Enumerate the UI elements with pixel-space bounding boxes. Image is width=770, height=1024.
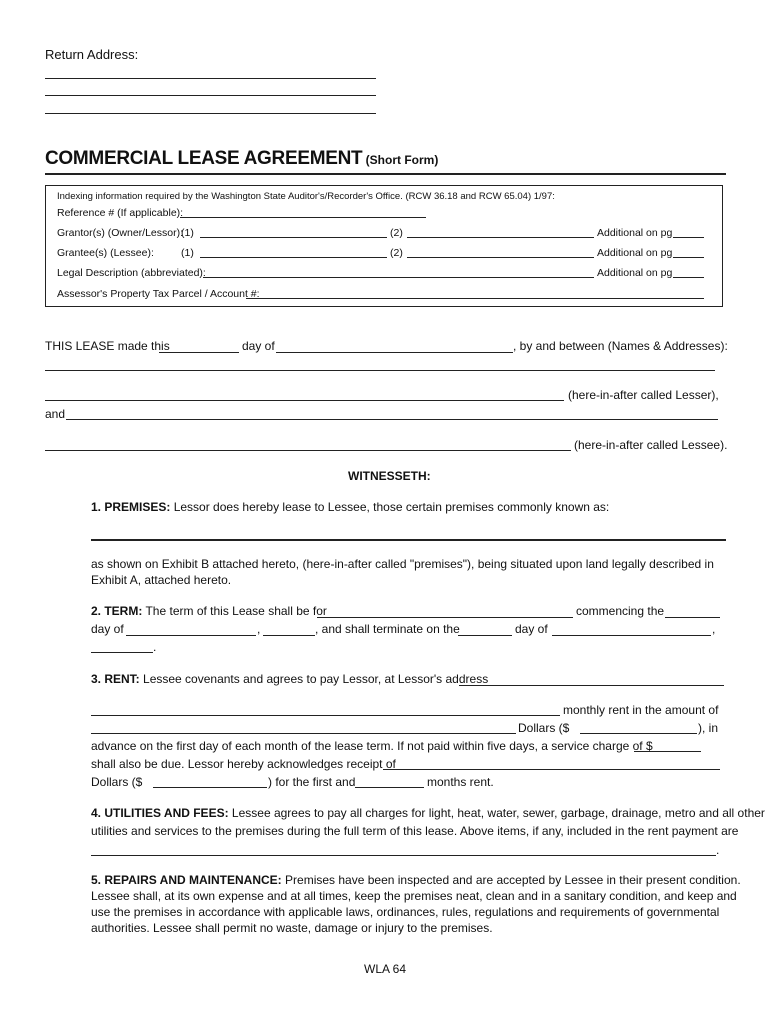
premises-line-1: as shown on Exhibit B attached hereto, (here-in-after called "premises"), being situated upon land legally described in: [91, 557, 714, 571]
term-length-field[interactable]: [317, 617, 573, 618]
rent-dollars-2-label: Dollars ($: [91, 775, 143, 789]
page-title: [45, 148, 438, 170]
return-address-line-3[interactable]: [45, 113, 376, 114]
grantee-1-field[interactable]: [200, 257, 387, 258]
title-main: COMMERCIAL LEASE AGREEMENT: [45, 148, 363, 169]
grantor-1-label: (1): [181, 227, 194, 239]
utilities-included-field[interactable]: [91, 855, 716, 856]
return-address-line-1[interactable]: [45, 78, 376, 79]
lease-made-this: THIS LEASE made this: [45, 339, 170, 353]
term-end-month-field[interactable]: [552, 635, 711, 636]
return-address-label: Return Address:: [45, 47, 139, 62]
title-sub: (Short Form): [365, 153, 439, 167]
grantor-additional-label: Additional on pg: [597, 227, 673, 239]
lessee-name-line-1[interactable]: [66, 419, 718, 420]
term-commencing: commencing the: [576, 604, 665, 618]
grantor-2-label: (2): [390, 227, 403, 239]
rent-clause: [91, 672, 488, 687]
rent-heading: 3. RENT:: [91, 672, 140, 686]
grantee-label: Grantee(s) (Lessee):: [57, 247, 154, 259]
utilities-heading: 4. UTILITIES AND FEES:: [91, 806, 229, 820]
rent-amount-number-field[interactable]: [580, 733, 697, 734]
term-start-day-field[interactable]: [665, 617, 720, 618]
premises-text: Lessor does hereby lease to Lessee, those certain premises commonly known as:: [173, 500, 610, 514]
grantor-label: Grantor(s) (Owner/Lessor):: [57, 227, 184, 239]
grantee-additional-label: Additional on pg: [597, 247, 673, 259]
term-end-year-field[interactable]: [91, 652, 153, 653]
repairs-heading: 5. REPAIRS AND MAINTENANCE:: [91, 873, 282, 887]
term-period: .: [153, 640, 157, 654]
rent-advance-text: advance on the first day of each month of the lease term. If not paid within five days, a service charge of $: [91, 739, 653, 753]
term-comma: ,: [257, 622, 261, 636]
utilities-clause: [91, 806, 765, 821]
term-day-of: day of: [91, 622, 124, 636]
premises-line-2: Exhibit A, attached hereto.: [91, 573, 232, 587]
legal-additional-field[interactable]: [673, 277, 704, 278]
receipt-words-field[interactable]: [383, 769, 720, 770]
lessor-address-field[interactable]: [459, 685, 724, 686]
rent-dollars-label: Dollars ($: [518, 721, 570, 735]
term-heading: 2. TERM:: [91, 604, 143, 618]
reference-field[interactable]: [180, 217, 426, 218]
rent-due-text: shall also be due. Lessor hereby acknowledges receipt of: [91, 757, 396, 771]
term-text: The term of this Lease shall be for: [145, 604, 327, 618]
indexing-note: Indexing information required by the Washington State Auditor's/Recorder's Office. (RCW 36.18 and RCW 65.04) 1/97:: [57, 191, 555, 202]
repairs-line-2: Lessee shall, at its own expense and at all times, keep the premises neat, clean and in a sanitary condition, and keep and: [91, 889, 737, 903]
utilities-text: Lessee agrees to pay all charges for light, heat, water, sewer, garbage, drainage, metro and all other: [231, 806, 765, 820]
premises-heading: 1. PREMISES:: [91, 500, 171, 514]
parcel-label: Assessor's Property Tax Parcel / Account #:: [57, 288, 260, 300]
utilities-end: .: [716, 843, 720, 857]
repairs-clause: [91, 873, 741, 888]
and-label: and: [45, 407, 66, 421]
premises-clause: [91, 500, 609, 515]
grantor-additional-field[interactable]: [673, 237, 704, 238]
term-end-day-field[interactable]: [458, 635, 512, 636]
grantee-2-label: (2): [390, 247, 403, 259]
lesser-name-line-1[interactable]: [45, 370, 715, 371]
term-start-year-field[interactable]: [263, 635, 315, 636]
legal-description-field[interactable]: [203, 277, 594, 278]
rent-monthly-label: monthly rent in the amount of: [563, 703, 719, 717]
rent-amount-words-field[interactable]: [91, 733, 516, 734]
grantor-1-field[interactable]: [200, 237, 387, 238]
title-rule: [45, 173, 726, 175]
service-charge-field[interactable]: [634, 751, 701, 752]
lesser-name-line-2[interactable]: [45, 400, 564, 401]
return-address-line-2[interactable]: [45, 95, 376, 96]
grantor-2-field[interactable]: [407, 237, 594, 238]
parcel-field[interactable]: [246, 298, 704, 299]
grantee-1-label: (1): [181, 247, 194, 259]
lessor-address-field-2[interactable]: [91, 715, 560, 716]
rent-first-label: ) for the first and: [268, 775, 356, 789]
term-terminate: , and shall terminate on the: [315, 622, 460, 636]
lease-day-of: day of: [242, 339, 275, 353]
repairs-text: Premises have been inspected and are accepted by Lessee in their present condition.: [285, 873, 741, 887]
rent-months-label: months rent.: [427, 775, 494, 789]
lessee-label: (here-in-after called Lessee).: [574, 438, 728, 452]
lessee-name-line-2[interactable]: [45, 450, 571, 451]
lease-month-field[interactable]: [276, 352, 513, 353]
legal-additional-label: Additional on pg: [597, 267, 673, 279]
utilities-line-2: utilities and services to the premises during the full term of this lease. Above items, if any, included in the rent payment are: [91, 824, 739, 838]
months-count-field[interactable]: [355, 787, 424, 788]
legal-description-label: Legal Description (abbreviated):: [57, 267, 206, 279]
witnesseth-heading: WITNESSETH:: [348, 469, 431, 483]
term-start-month-field[interactable]: [126, 635, 256, 636]
reference-label: Reference # (If applicable):: [57, 207, 184, 219]
term-clause: [91, 604, 327, 619]
grantee-additional-field[interactable]: [673, 257, 704, 258]
repairs-line-4: authorities. Lessee shall permit no waste, damage or injury to the premises.: [91, 921, 493, 935]
rent-in-label: ), in: [698, 721, 719, 735]
repairs-line-3: use the premises in accordance with applicable laws, ordinances, rules, regulations and requirements of governmental: [91, 905, 720, 919]
premises-address-field[interactable]: [91, 539, 726, 541]
rent-text: Lessee covenants and agrees to pay Lessor, at Lessor's address: [143, 672, 489, 686]
term-trailing-comma: ,: [712, 622, 716, 636]
lesser-label: (here-in-after called Lesser),: [568, 388, 719, 402]
grantee-2-field[interactable]: [407, 257, 594, 258]
term-day-of-2: day of: [515, 622, 548, 636]
form-id: WLA 64: [364, 962, 407, 976]
receipt-amount-field[interactable]: [153, 787, 267, 788]
lease-day-field[interactable]: [159, 352, 239, 353]
by-and-between: , by and between (Names & Addresses):: [513, 339, 728, 353]
